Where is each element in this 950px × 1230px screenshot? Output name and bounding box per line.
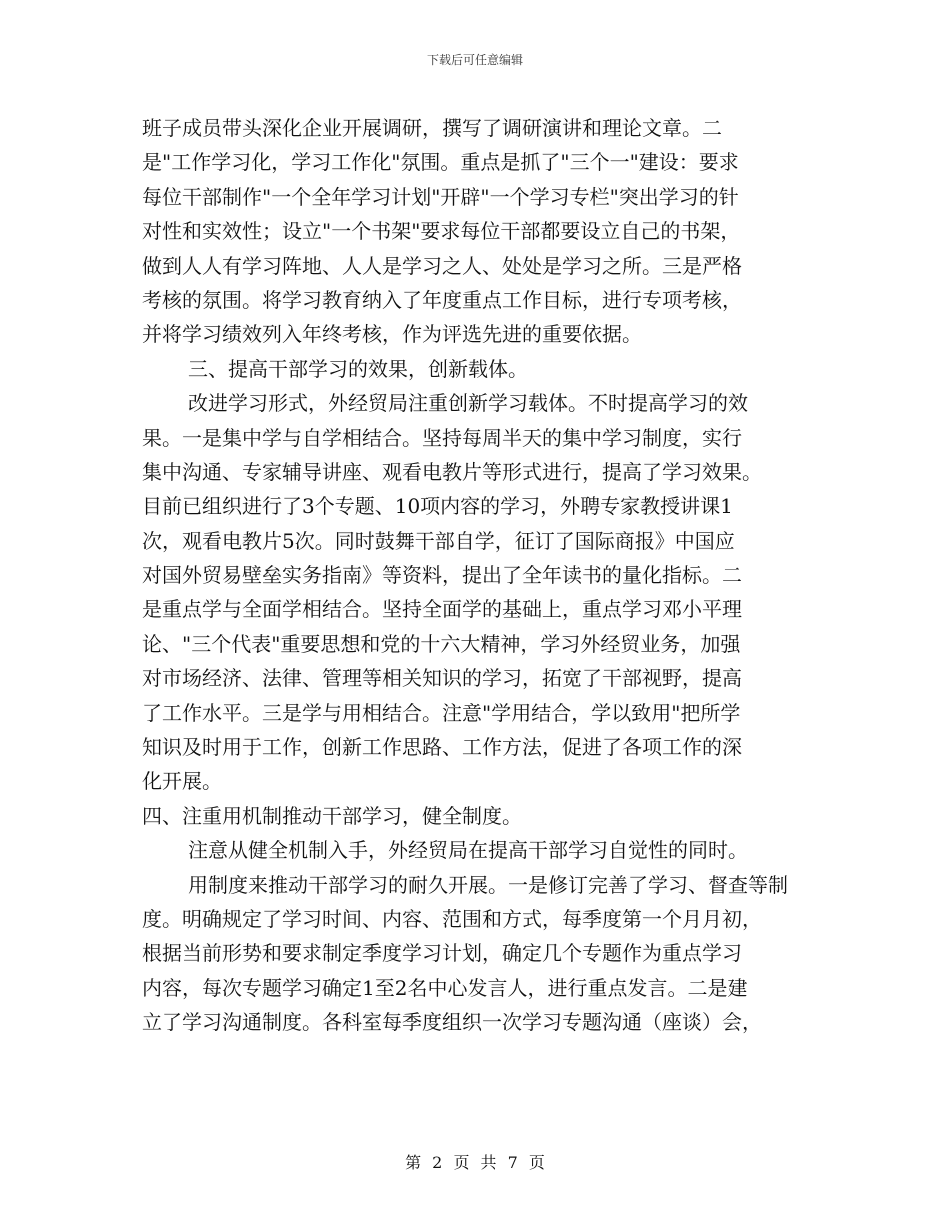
text-line: 并将学习绩效列入年终考核，作为评选先进的重要依据。	[142, 322, 642, 347]
page-number: 第 2 页 共 7 页	[405, 1153, 545, 1172]
text-line: 对市场经济、法律、管理等相关知识的学习，拓宽了干部视野，提高	[142, 666, 742, 691]
text-line: 考核的氛围。将学习教育纳入了年度重点工作目标，进行专项考核，	[142, 287, 742, 312]
text-line: 做到人人有学习阵地、人人是学习之人、处处是学习之所。三是严格	[142, 253, 742, 278]
text-line: 度。明确规定了学习时间、内容、范围和方式，每季度第一个月月初，	[142, 906, 762, 931]
document-body	[142, 111, 808, 1108]
text-line: 是"工作学习化，学习工作化"氛围。重点是抓了"三个一"建设：要求	[142, 150, 739, 175]
text-line: 根据当前形势和要求制定季度学习计划，确定几个专题作为重点学习	[142, 941, 742, 966]
text-line: 改进学习形式，外经贸局注重创新学习载体。不时提高学习的效	[188, 391, 748, 416]
text-line: 内容，每次专题学习确定1至2名中心发言人，进行重点发言。二是建	[142, 975, 748, 1000]
text-line: 是重点学与全面学相结合。坚持全面学的基础上，重点学习邓小平理	[142, 597, 742, 622]
text-line: 化开展。	[142, 769, 222, 794]
text-line: 了工作水平。三是学与用相结合。注意"学用结合，学以致用"把所学	[142, 700, 741, 725]
text-line: 每位干部制作"一个全年学习计划"开辟"一个学习专栏"突出学习的针	[142, 184, 739, 209]
text-line	[142, 1040, 808, 1074]
text-line: 目前已组织进行了3个专题、10项内容的学习，外聘专家教授讲课1	[142, 494, 733, 519]
text-line: 次，观看电教片5次。同时鼓舞干部自学，征订了国际商报》中国应	[142, 528, 735, 553]
text-line: 对性和实效性；设立"一个书架"要求每位干部都要设立自己的书架，	[142, 219, 741, 244]
text-line: 对国外贸易壁垒实务指南》等资料，提出了全年读书的量化指标。二	[142, 563, 742, 588]
page-header: 下载后可任意编辑	[426, 53, 523, 67]
text-line: 立了学习沟通制度。各科室每季度组织一次学习专题沟通（座谈）会，	[142, 1010, 762, 1035]
text-line: 果。一是集中学与自学相结合。坚持每周半天的集中学习制度，实行	[142, 425, 742, 450]
text-line: 集中沟通、专家辅导讲座、观看电教片等形式进行，提高了学习效果。	[142, 459, 762, 484]
text-line: 班子成员带头深化企业开展调研，撰写了调研演讲和理论文章。二	[142, 116, 722, 140]
text-line: 四、注重用机制推动干部学习，健全制度。	[142, 803, 522, 828]
section-heading: 三、提高干部学习的效果，创新载体。	[188, 356, 528, 381]
text-line: 知识及时用于工作，创新工作思路、工作方法，促进了各项工作的深	[142, 735, 742, 760]
text-line: 论、"三个代表"重要思想和党的十六大精神，学习外经贸业务，加强	[142, 631, 741, 656]
section-heading: 注意从健全机制入手，外经贸局在提高干部学习自觉性的同时。	[188, 838, 748, 863]
text-line: 用制度来推动干部学习的耐久开展。一是修订完善了学习、督查等制	[188, 872, 788, 897]
text-line	[142, 1074, 808, 1108]
